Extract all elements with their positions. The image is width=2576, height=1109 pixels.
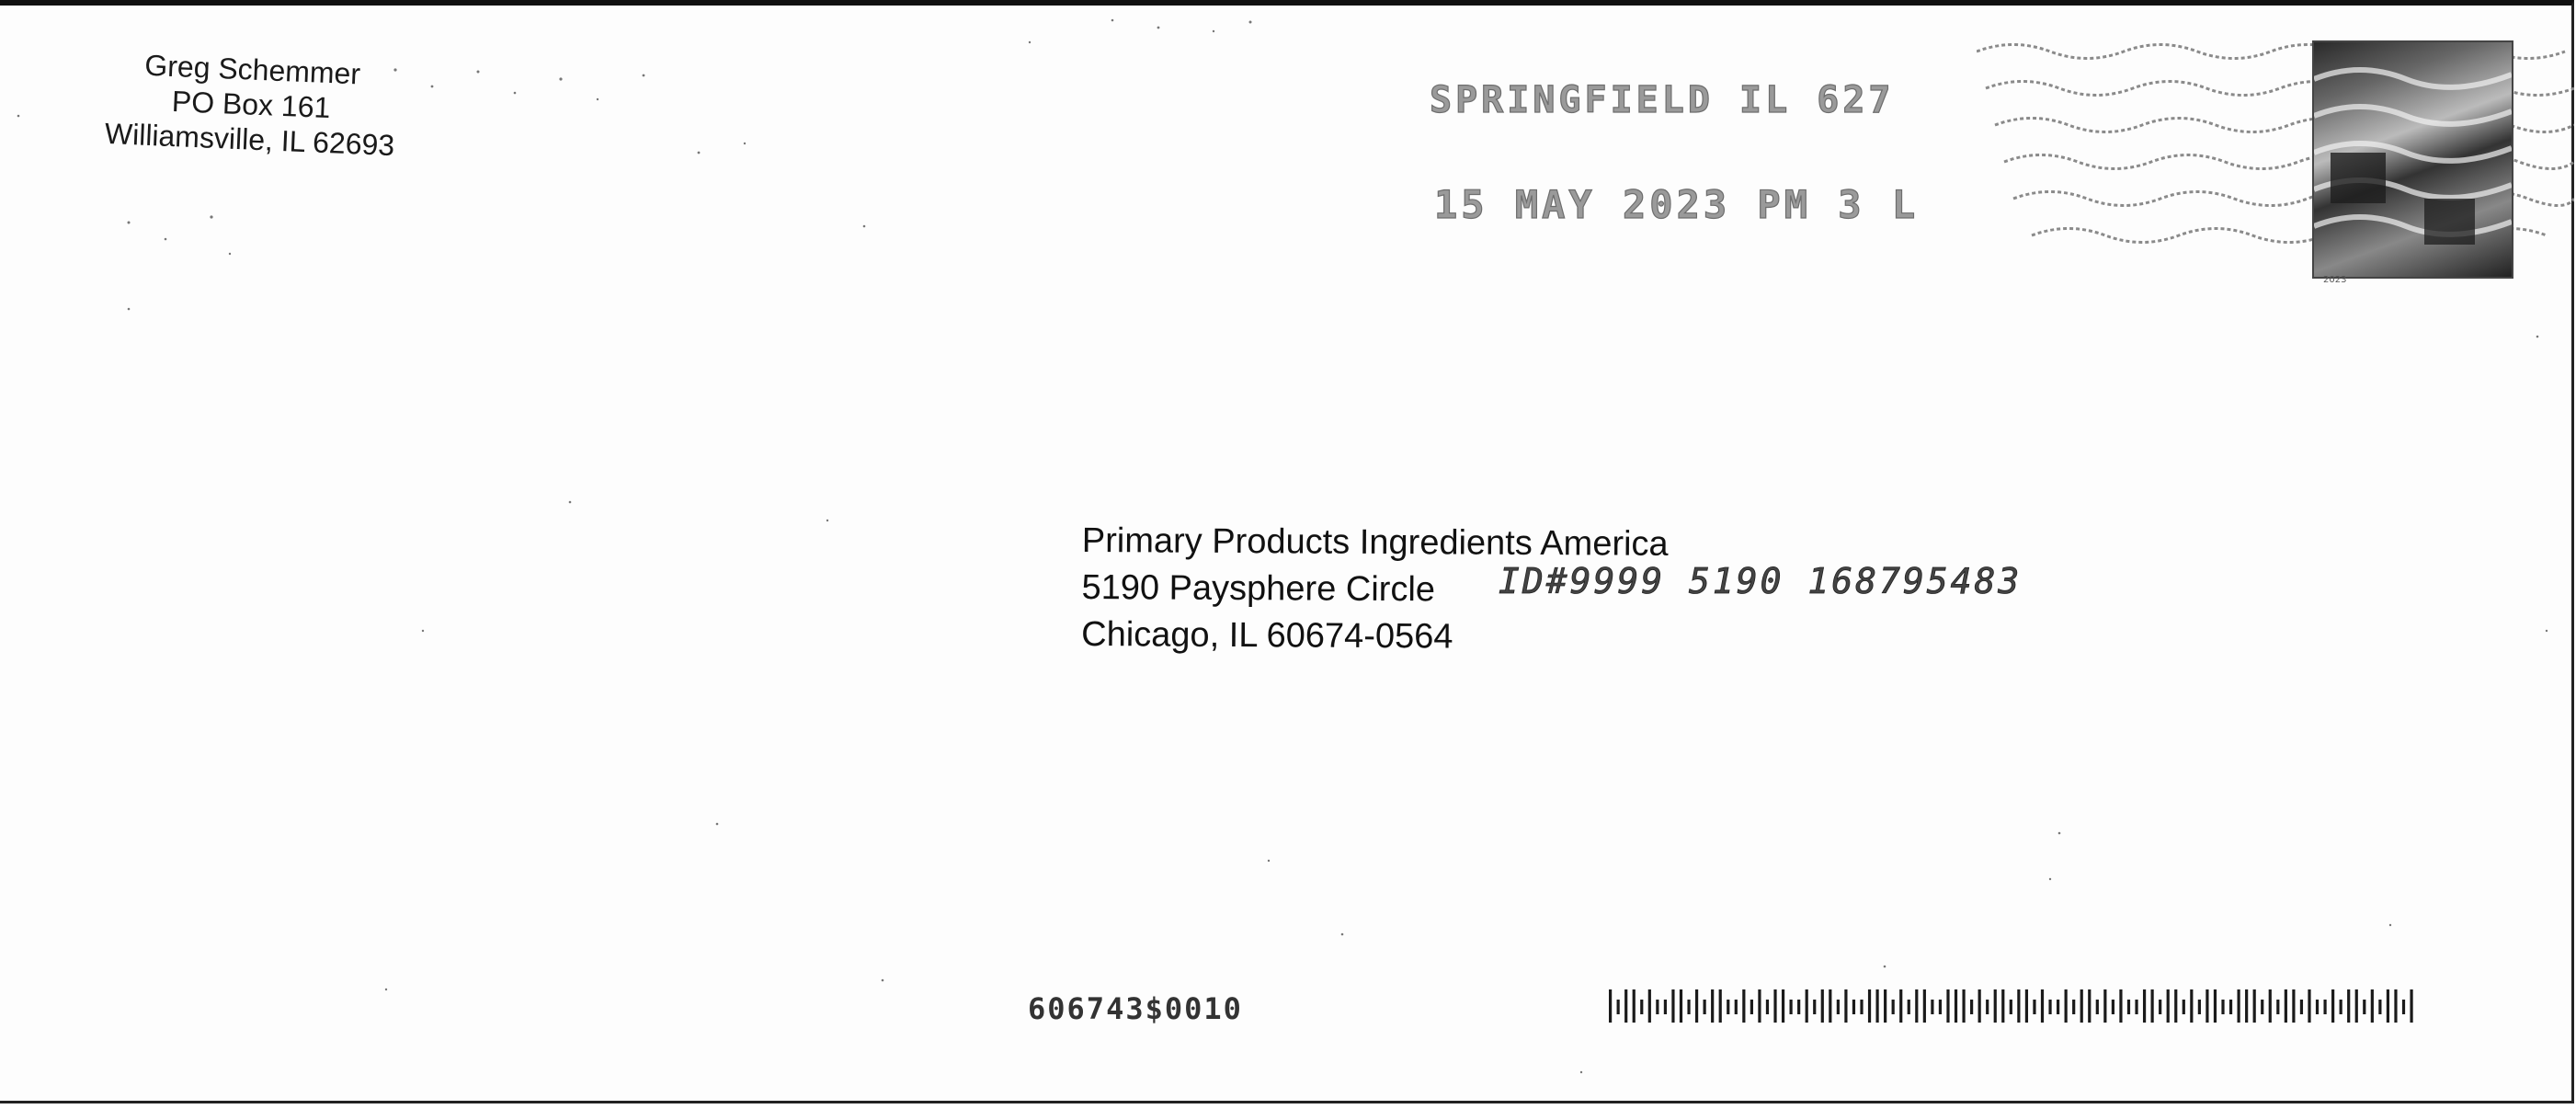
barcode-bar (2387, 989, 2389, 1023)
barcode-bar (2103, 989, 2106, 1023)
barcode-bar (2017, 989, 2020, 1023)
barcode-bar (2331, 989, 2334, 1023)
barcode-bar (1633, 989, 1636, 1023)
barcode-bar (1766, 1000, 1769, 1014)
barcode-bar (2190, 989, 2193, 1023)
barcode-zip-number: 606743$0010 (1028, 991, 1243, 1026)
barcode-bar (2394, 989, 2397, 1023)
barcode-bar (2048, 1000, 2051, 1014)
barcode-bar (1978, 989, 1981, 1023)
barcode-bar (1829, 989, 1831, 1023)
barcode-bar (2135, 1000, 2137, 1014)
barcode-bar (1868, 989, 1871, 1023)
barcode-bar (1727, 1000, 1729, 1014)
barcode-bar (1946, 989, 1949, 1023)
barcode-bar (2065, 989, 2068, 1023)
barcode-bar (2001, 989, 2004, 1023)
barcode-bar (2269, 989, 2272, 1023)
barcode-bar (1939, 1000, 1942, 1014)
barcode-bar (1797, 1000, 1800, 1014)
barcode-bar (1860, 1000, 1863, 1014)
barcode-bar (2253, 989, 2256, 1023)
barcode-bar (2261, 1000, 2263, 1014)
postmark-date: 15 MAY 2023 PM 3 L (1434, 182, 1920, 227)
barcode-bar (1609, 989, 1612, 1023)
barcode-bar (2119, 989, 2122, 1023)
barcode-bar (2229, 1000, 2232, 1014)
barcode-bar (1695, 989, 1698, 1023)
recipient-city: Chicago, IL 60674-0564 (1081, 614, 1453, 657)
barcode-bar (1680, 989, 1682, 1023)
barcode-bar (2088, 989, 2091, 1023)
barcode-bar (1750, 1000, 1753, 1014)
barcode-bar (2221, 1000, 2224, 1014)
barcode-bar (1617, 1000, 1620, 1014)
barcode-bar (2292, 989, 2295, 1023)
barcode-bar (1719, 989, 1722, 1023)
barcode-bar (1773, 989, 1776, 1023)
barcode-bar (2143, 989, 2146, 1023)
barcode-bar (1955, 989, 1957, 1023)
barcode-bar (1884, 989, 1886, 1023)
barcode-bar (2033, 1000, 2035, 1014)
recipient-name: Primary Products Ingredients America (1081, 520, 1669, 564)
barcode-bar (1821, 989, 1824, 1023)
barcode-bar (1624, 989, 1627, 1023)
barcode-bar (2316, 1000, 2319, 1014)
sender-po-box: PO Box 161 (171, 84, 332, 125)
barcode-bar (2402, 1000, 2405, 1014)
barcode-bar (1908, 1000, 1910, 1014)
barcode-bar (2198, 1000, 2201, 1014)
barcode-bar (1806, 989, 1808, 1023)
sender-name: Greg Schemmer (143, 48, 361, 91)
barcode-bar (1899, 989, 1902, 1023)
barcode-bar (2096, 1000, 2099, 1014)
barcode-bar (1656, 1000, 1658, 1014)
barcode-bar (2238, 989, 2240, 1023)
sender-city: Williamsville, IL 62693 (104, 116, 395, 163)
barcode-bar (2410, 989, 2412, 1023)
barcode-bar (1986, 1000, 1989, 1014)
barcode-bar (2010, 1000, 2012, 1014)
barcode-bar (2355, 989, 2358, 1023)
barcode-bar (1852, 1000, 1855, 1014)
barcode-bar (1970, 1000, 1973, 1014)
postmark-city: SPRINGFIELD IL 627 (1430, 79, 1895, 121)
postal-barcode (1604, 988, 2422, 1024)
barcode-bar (1923, 989, 1926, 1023)
barcode-bar (1837, 1000, 1840, 1014)
barcode-bar (1813, 1000, 1816, 1014)
barcode-bar (2214, 989, 2217, 1023)
recipient-street: 5190 Paysphere Circle (1081, 567, 1436, 610)
barcode-bar (1640, 1000, 1643, 1014)
barcode-bar (1875, 989, 1878, 1023)
barcode-bar (1790, 1000, 1793, 1014)
barcode-bar (1844, 989, 1847, 1023)
barcode-bar (2127, 1000, 2130, 1014)
barcode-bar (1758, 989, 1761, 1023)
barcode-bar (1994, 989, 1997, 1023)
barcode-bar (2300, 1000, 2303, 1014)
barcode-bar (2276, 1000, 2279, 1014)
sender-address (104, 46, 398, 163)
barcode-bar (1915, 989, 1918, 1023)
barcode-bar (1704, 1000, 1706, 1014)
barcode-bar (2183, 1000, 2185, 1014)
barcode-bar (2285, 989, 2287, 1023)
barcode-bar (2025, 989, 2028, 1023)
barcode-bar (2159, 1000, 2161, 1014)
barcode-bar (2378, 1000, 2381, 1014)
barcode-bar (2151, 989, 2154, 1023)
flag-stamp-icon (2312, 40, 2513, 279)
barcode-bar (1711, 989, 1714, 1023)
barcode-bar (1892, 1000, 1895, 1014)
barcode-bar (1962, 989, 1965, 1023)
barcode-bar (1648, 989, 1651, 1023)
barcode-bar (2371, 989, 2374, 1023)
barcode-bar (2072, 1000, 2075, 1014)
barcode-bar (1742, 989, 1745, 1023)
barcode-bar (2167, 989, 2170, 1023)
barcode-bar (2340, 1000, 2342, 1014)
barcode-bar (2347, 989, 2350, 1023)
barcode-bar (1671, 989, 1674, 1023)
barcode-bar (1735, 1000, 1738, 1014)
remittance-id-code: ID#9999 5190 168795483 (1499, 561, 2023, 601)
barcode-bar (2041, 989, 2044, 1023)
barcode-bar (2057, 1000, 2059, 1014)
barcode-bar (1782, 989, 1784, 1023)
barcode-bar (2363, 1000, 2365, 1014)
barcode-bar (2080, 989, 2083, 1023)
stamp-year: 2023 (2323, 275, 2347, 285)
barcode-bar (1687, 1000, 1690, 1014)
barcode-bar (2206, 989, 2208, 1023)
barcode-bar (2308, 989, 2310, 1023)
barcode-bar (1664, 1000, 1667, 1014)
barcode-bar (2174, 989, 2177, 1023)
barcode-bar (2112, 1000, 2114, 1014)
barcode-bar (1931, 1000, 1933, 1014)
barcode-bar (2245, 989, 2248, 1023)
barcode-bar (2323, 1000, 2326, 1014)
